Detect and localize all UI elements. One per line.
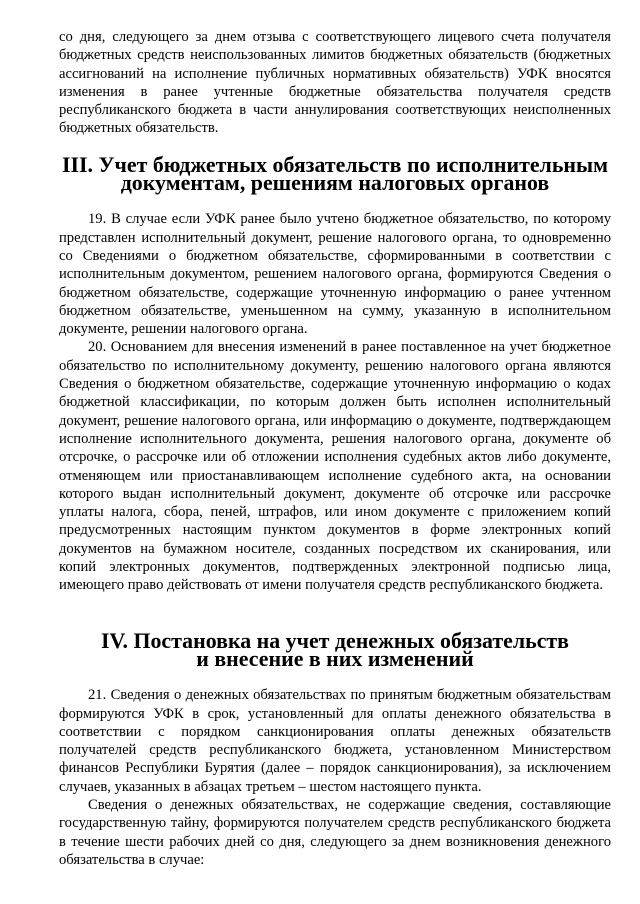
paragraph-21-continuation: Сведения о денежных обязательствах, не содержащие сведения, составляющие государственную тайну, формируются получателем средств республиканского бюджета в течение шести рабочих дней со дня, следующего за днем возникновения денежного обязательства в случае: [59,796,611,868]
section-3-heading [59,151,611,196]
document-page [59,28,611,869]
intro-paragraph: со дня, следующего за днем отзыва с соответствующего лицевого счета получателя бюджетных средств неиспользованных лимитов бюджетных обязательств (бюджетных ассигнований на исполнение публичных нормативных обязательств) УФК вносятся изменения в ранее учтенные бюджетные обязательства получателя средств республиканского бюджета в части аннулирования соответствующих неисполненных бюджетных обязательств. [59,29,611,137]
section-4-heading-line-2: и внесение в них изменений [196,645,474,671]
section-4-heading [59,627,611,671]
section-3-heading-line-1: III. Учет бюджетных обязательств по исполнительным [61,151,609,177]
paragraph-19: 19. В случае если УФК ранее было учтено бюджетное обязательство, по которому представлен исполнительный документ, решение налогового органа, то одновременно со Сведениями о бюджетном обязательстве, сформированными в соответствии с исполнительным документом, решением налогового органа, формируются Сведения о бюджетном обязательстве, содержащие уточненную информацию о ранее учтенном бюджетном обязательстве, уменьшенном на сумму, указанную в исполнительном документе, решении налогового органа. [59,211,611,338]
section-3-heading-line-2: документам, решениям налоговых органов [120,170,550,196]
section-4-heading-line-1: IV. Постановка на учет денежных обязательств [101,627,569,653]
paragraph-21: 21. Сведения о денежных обязательствах по принятым бюджетным обязательствам формируются УФК в срок, установленный для оплаты денежного обязательства в соответствии с порядком санкционирования оплаты денежных обязательств получателей средств республиканского бюджета, установленном Министерством финансов Республики Бурятия (далее – порядок санкционирования), за исключением случаев, указанных в абзацах третьем – шестом настоящего пункта. [59,687,611,795]
paragraph-20: 20. Основанием для внесения изменений в ранее поставленное на учет бюджетное обязательство по исполнительному документу, решению налогового органа являются Сведения о бюджетном обязательстве, содержащие уточненную информацию о кодах бюджетной классификации, по которым должен быть исполнен исполнительный документ, решение налогового органа, или информацию о документе, подтверждающем исполнение исполнительного документа, решения налогового органа, документе об отсрочке, о рассрочке или об отложении исполнения судебных актов либо документе, отменяющем или приостанавливающем исполнение судебного акта, на основании которого выдан исполнительный документ, документе об отсрочке или рассрочке уплаты налога, сбора, пеней, штрафов, или ином документе с приложением копий предусмотренных настоящим пунктом документов в форме электронных копий документов на бумажном носителе, созданных посредством их сканирования, или копий электронных документов, подтвержденных электронной подписью лица, имеющего право действовать от имени получателя средств республиканского бюджета. [59,339,611,594]
